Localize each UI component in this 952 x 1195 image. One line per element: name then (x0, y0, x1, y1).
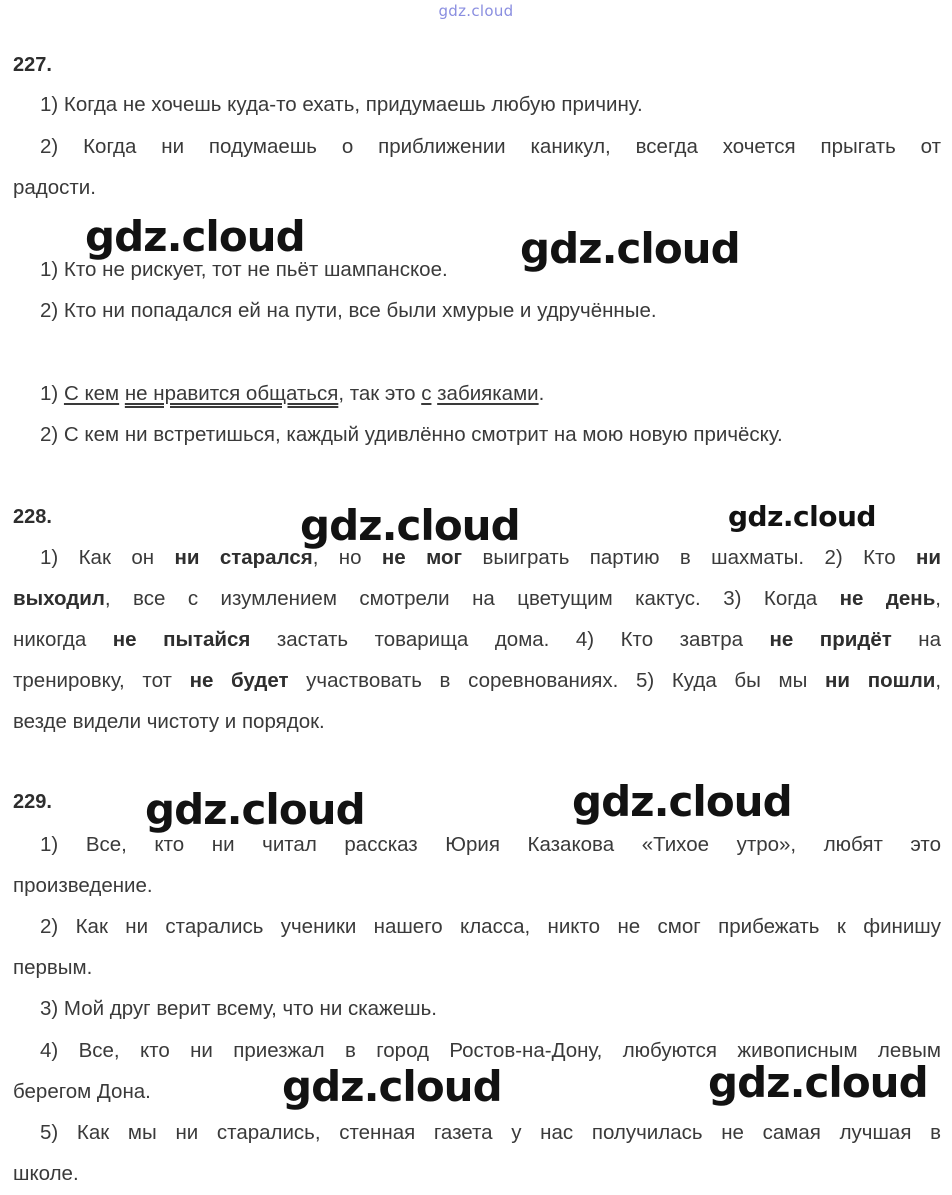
ex229-sentence-5-line-1: 5) Как мы ни старались, стенная газета у нас получилась не самая лучшая в (40, 1121, 941, 1144)
ex229-sentence-3: 3) Мой друг верит всему, что ни скажешь. (40, 997, 437, 1020)
ex229-sentence-2-line-1: 2) Как ни старались ученики нашего класса, никто не смог прибежать к финишу (40, 915, 941, 938)
ex228-line-5: везде видели чистоту и порядок. (13, 710, 325, 733)
watermark: gdz.cloud (85, 212, 305, 261)
ex227-group3-sentence-2: 2) С кем ни встретишься, каждый удивлённо смотрит на мою новую причёску. (40, 423, 783, 446)
ex228-line-3: никогда не пытайся застать товарища дома. 4) Кто завтра не придёт на (13, 628, 941, 651)
exercise-number-227: 227. (13, 54, 52, 76)
watermark: gdz.cloud (282, 1062, 502, 1111)
ex227-sentence-1: 1) Когда не хочешь куда-то ехать, придумаешь любую причину. (40, 93, 643, 116)
watermark: gdz.cloud (145, 785, 365, 834)
ex228-line-1: 1) Как он ни старался, но не мог выиграть партию в шахматы. 2) Кто ни (40, 546, 941, 569)
underlined-word: забияками (437, 382, 539, 405)
exercise-number-229: 229. (13, 791, 52, 813)
watermark: gdz.cloud (520, 224, 740, 273)
watermark: gdz.cloud (572, 777, 792, 826)
double-underlined-phrase: не нравится общаться (124, 382, 339, 405)
underlined-word: с (421, 382, 432, 405)
ex229-sentence-4-line-1: 4) Все, кто ни приезжал в город Ростов-на-Дону, любуются живописным левым (40, 1039, 941, 1062)
ex227-group2-sentence-1: 1) Кто не рискует, тот не пьёт шампанское. (40, 258, 448, 281)
watermark: gdz.cloud (728, 500, 876, 533)
ex227-sentence-2-line-1: 2) Когда ни подумаешь о приближении каникул, всегда хочется прыгать от (40, 135, 941, 158)
top-watermark: gdz.cloud (438, 2, 514, 20)
ex229-sentence-1-line-2: произведение. (13, 874, 153, 897)
exercise-number-228: 228. (13, 506, 52, 528)
ex228-line-2: выходил, все с изумлением смотрели на цветущим кактус. 3) Когда не день, (13, 587, 941, 610)
watermark: gdz.cloud (300, 501, 520, 550)
ex229-sentence-5-line-2: школе. (13, 1162, 79, 1185)
ex229-sentence-2-line-2: первым. (13, 956, 93, 979)
underlined-word: С кем (63, 382, 120, 405)
ex227-sentence-2-line-2: радости. (13, 176, 96, 199)
watermark: gdz.cloud (708, 1058, 928, 1107)
ex229-sentence-4-line-2: берегом Дона. (13, 1080, 151, 1103)
ex227-group3-sentence-1: 1) С кем не нравится общаться, так это с забияками. (40, 382, 545, 405)
ex229-sentence-1-line-1: 1) Все, кто ни читал рассказ Юрия Казакова «Тихое утро», любят это (40, 833, 941, 856)
ex228-line-4: тренировку, тот не будет участвовать в соревнованиях. 5) Куда бы мы ни пошли, (13, 669, 942, 692)
ex227-group2-sentence-2: 2) Кто ни попадался ей на пути, все были хмурые и удручённые. (40, 299, 657, 322)
